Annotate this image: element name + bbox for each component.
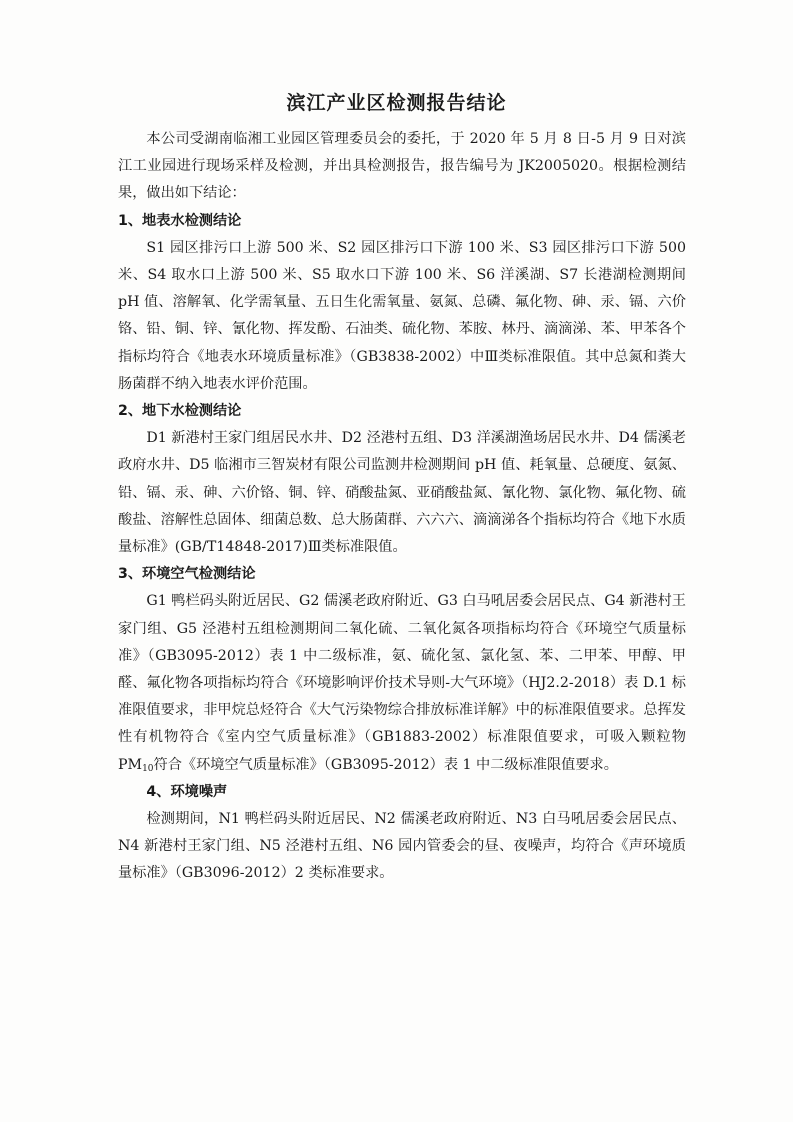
pm10-subscript: 10 bbox=[142, 763, 154, 774]
section-body-noise: 检测期间，N1 鸭栏码头附近居民、N2 儒溪老政府附近、N3 白马吼居委会居民点、N4 新港村王家门组、N5 泾港村五组、N6 园内管委会的昼、夜噪声，均符合《声环境质量标准》（GB3096-2012）2 类标准要求。 bbox=[118, 811, 686, 882]
section-heading-ambient-air: 3、环境空气检测结论 bbox=[118, 566, 256, 583]
intro-paragraph: 本公司受湖南临湘工业园区管理委员会的委托，于 2020 年 5 月 8 日-5 月 9 日对滨江工业园进行现场采样及检测，并出具检测报告，报告编号为 JK2005020。根据检测结果，做出如下结论： bbox=[118, 131, 686, 202]
air-body-text-part2: 符合《环境空气质量标准》（GB3095-2012）表 1 中二级标准限值要求。 bbox=[153, 756, 618, 773]
section-heading-groundwater: 2、地下水检测结论 bbox=[118, 403, 242, 420]
document-title: 滨江产业区检测报告结论 bbox=[286, 92, 507, 114]
air-body-text-part1: G1 鸭栏码头附近居民、G2 儒溪老政府附近、G3 白马吼居委会居民点、G4 新港村王家门组、G5 泾港村五组检测期间二氧化硫、二氧化氮各项指标均符合《环境空气质量标准》（GB3095-2012）表 1 中二级标准，氨、硫化氢、氯化氢、苯、二甲苯、甲醇、甲醛、氟化物各项指标均符合《环境影响评价技术导则-大气环境》（HJ2.2-2018）表 D.1 标准限值要求，非甲烷总烃符合《大气污染物综合排放标准详解》中的标准限值要求。总挥发性有机物符合《室内空气质量标准》（GB1883-2002）标准限值要求，可吸入颗粒物 PM bbox=[118, 593, 686, 773]
section-heading-noise: 4、环境噪声 bbox=[146, 783, 228, 800]
section-body-groundwater: D1 新港村王家门组居民水井、D2 泾港村五组、D3 洋溪湖渔场居民水井、D4 儒溪老政府水井、D5 临湘市三智炭材有限公司监测井检测期间 pH 值、耗氧量、总硬度、氨氮、铅、镉、汞、砷、六价铬、铜、锌、硝酸盐氮、亚硝酸盐氮、氰化物、氯化物、氟化物、硫酸盐、溶解性总固体、细菌总数、总大肠菌群、六六六、滴滴涕各个指标均符合《地下水质量标准》(GB/T14848-2017)Ⅲ类标准限值。 bbox=[118, 430, 686, 556]
section-heading-surface-water: 1、地表水检测结论 bbox=[118, 212, 242, 229]
section-body-surface-water: S1 园区排污口上游 500 米、S2 园区排污口下游 100 米、S3 园区排污口下游 500 米、S4 取水口上游 500 米、S5 取水口下游 100 米、S6 洋溪湖、S7 长港湖检测期间 pH 值、溶解氧、化学需氧量、五日生化需氧量、氨氮、总磷、氟化物、砷、汞、镉、六价铬、铅、铜、锌、氰化物、挥发酚、石油类、硫化物、苯胺、林丹、滴滴涕、苯、甲苯各个指标均符合《地表水环境质量标准》（GB3838-2002）中Ⅲ类标准限值。其中总氮和粪大肠菌群不纳入地表水评价范围。 bbox=[118, 239, 686, 392]
document-body bbox=[118, 126, 686, 888]
section-body-ambient-air bbox=[118, 588, 686, 778]
